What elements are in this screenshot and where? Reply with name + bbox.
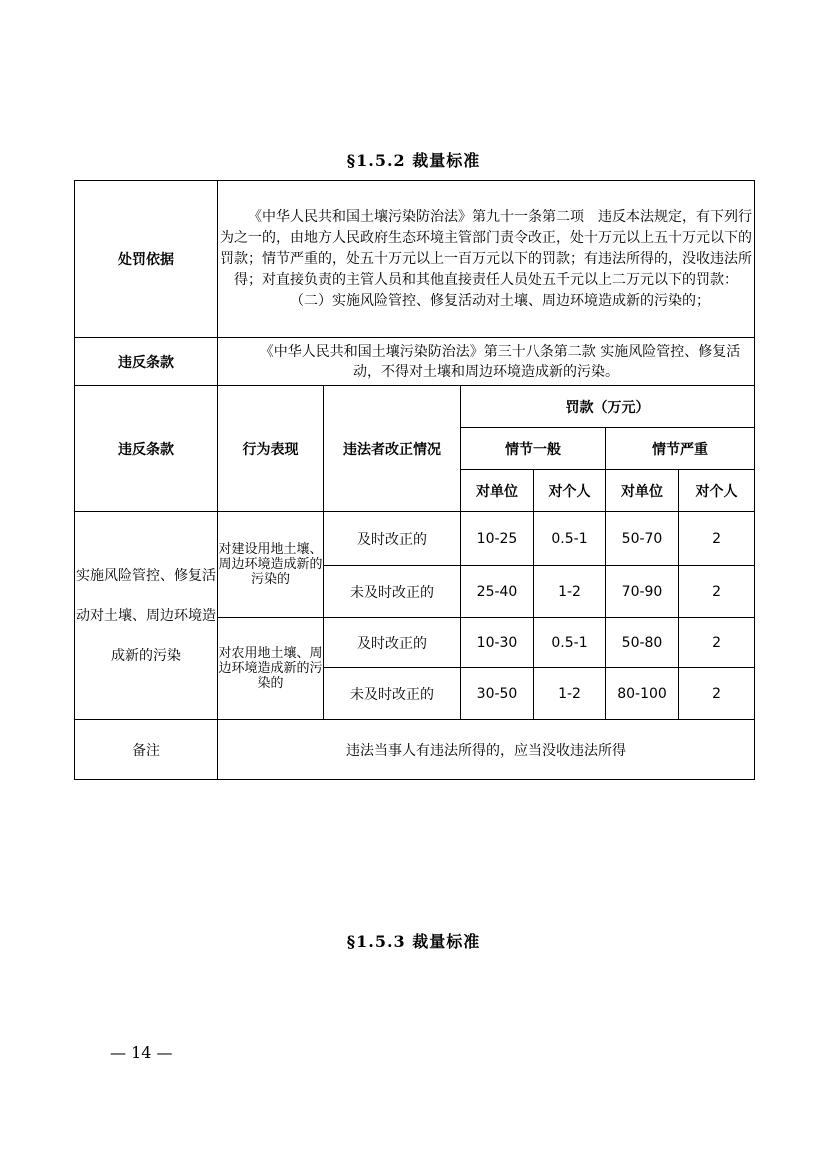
serious-person-cell: 2 (679, 668, 755, 720)
clause-label: 违反条款 (75, 338, 218, 386)
remark-text: 违法当事人有违法所得的，应当没收违法所得 (218, 720, 755, 780)
serious-person-cell: 2 (679, 566, 755, 618)
standard-table (74, 180, 755, 780)
remark-row (75, 720, 755, 780)
general-person-cell: 0.5-1 (534, 618, 606, 668)
general-unit-cell: 25-40 (461, 566, 534, 618)
general-person-cell: 1-2 (534, 566, 606, 618)
header-fine: 罚款（万元） (461, 386, 755, 428)
general-person-cell: 0.5-1 (534, 512, 606, 566)
page-number: — 14 — (110, 1043, 173, 1062)
basis-label: 处罚依据 (75, 181, 218, 338)
header-clause: 违反条款 (75, 386, 218, 512)
serious-person-cell: 2 (679, 512, 755, 566)
general-unit-cell: 10-30 (461, 618, 534, 668)
section-title: §1.5.2 裁量标准 (346, 151, 481, 170)
basis-text (218, 181, 755, 338)
header-general: 情节一般 (461, 428, 606, 470)
header-general-person: 对个人 (534, 470, 606, 512)
serious-person-cell: 2 (679, 618, 755, 668)
serious-unit-cell: 80-100 (606, 668, 679, 720)
header-serious-person: 对个人 (679, 470, 755, 512)
general-unit-cell: 30-50 (461, 668, 534, 720)
header-serious-unit: 对单位 (606, 470, 679, 512)
basis-paragraph: 《中华人民共和国土壤污染防治法》第九十一条第二项 违反本法规定，有下列行为之一的，由地方人民政府生态环境主管部门责令改正，处十万元以上五十万元以下的罚款；情节严重的，处五十万元以上一百万元以下的罚款；有违法所得的，没收违法所得；对直接负责的主管人员和其他直接责任人员处五千元以上二万元以下的罚款： (220, 208, 753, 288)
general-unit-cell: 10-25 (461, 512, 534, 566)
header-behavior: 行为表现 (218, 386, 324, 512)
header-row-1 (75, 386, 755, 428)
serious-unit-cell: 50-70 (606, 512, 679, 566)
basis-row (75, 181, 755, 338)
serious-unit-cell: 70-90 (606, 566, 679, 618)
correction-cell: 未及时改正的 (324, 668, 461, 720)
remark-label: 备注 (75, 720, 218, 780)
table-row (75, 512, 755, 566)
header-serious: 情节严重 (606, 428, 755, 470)
violation-cell: 实施风险管控、修复活动对土壤、周边环境造成新的污染 (75, 512, 218, 720)
serious-unit-cell: 50-80 (606, 618, 679, 668)
section-title: §1.5.3 裁量标准 (346, 932, 481, 951)
header-correction: 违法者改正情况 (324, 386, 461, 512)
behavior-cell: 对建设用地土壤、周边环境造成新的污染的 (218, 512, 324, 618)
correction-cell: 未及时改正的 (324, 566, 461, 618)
general-person-cell: 1-2 (534, 668, 606, 720)
header-general-unit: 对单位 (461, 470, 534, 512)
clause-text: 《中华人民共和国土壤污染防治法》第三十八条第二款 实施风险管控、修复活动，不得对土壤和周边环境造成新的污染。 (218, 338, 755, 386)
correction-cell: 及时改正的 (324, 618, 461, 668)
behavior-cell: 对农用地土壤、周边环境造成新的污染的 (218, 618, 324, 720)
correction-cell: 及时改正的 (324, 512, 461, 566)
basis-item: （二）实施风险管控、修复活动对土壤、周边环境造成新的污染的； (290, 292, 711, 309)
clause-row (75, 338, 755, 386)
